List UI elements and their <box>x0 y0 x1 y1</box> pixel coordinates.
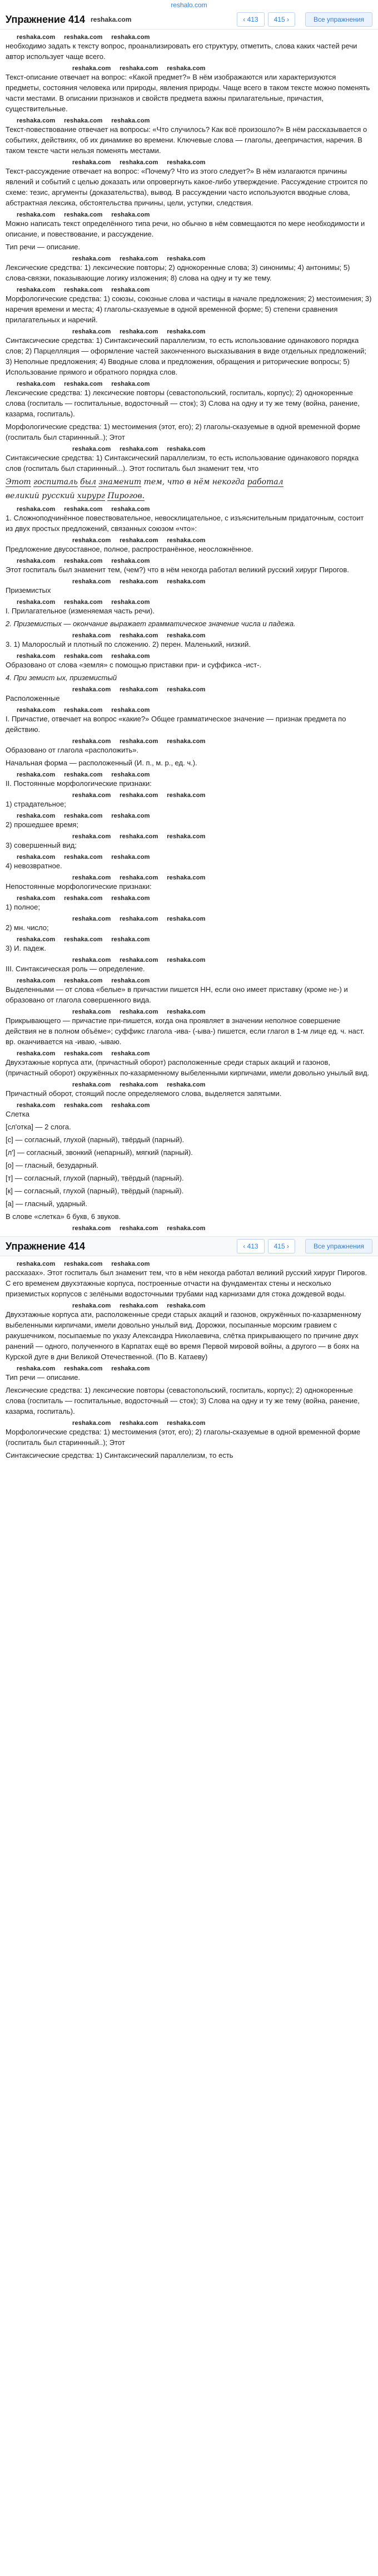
watermark: reshaka.com <box>64 854 103 861</box>
watermark: reshaka.com <box>111 34 150 41</box>
watermark: reshaka.com <box>72 446 111 453</box>
watermark: reshaka.com <box>17 653 56 660</box>
watermark: reshaka.com <box>111 117 150 124</box>
all-exercises-button[interactable]: Все упражнения <box>305 1239 372 1253</box>
paragraph: [о] — гласный, безударный. <box>6 1161 99 1169</box>
watermark-row <box>6 915 372 922</box>
paragraph: [сл'отка] — 2 слога. <box>6 1123 71 1131</box>
watermark: reshaka.com <box>120 632 158 639</box>
paragraph: Лексические средства: 1) лексические повторы (севастопольский, госпиталь, корпус); 2) однокоренные слова (госпиталь — госпитальные, водосточный — сток); 3) Слова на одну и ту же тему (война, ранение, казарма, госпиталь). <box>6 1386 360 1415</box>
paragraph: [т] — согласный, глухой (парный), твёрдый (парный). <box>6 1174 184 1182</box>
watermark-row <box>6 158 372 166</box>
paragraph: 1. Сложноподчинённое повествовательное, невосклицательное, с изъяснительным придаточным, состоит из двух простых предложений, связанных союзом «что»: <box>6 514 364 533</box>
paragraph: [к] — согласный, глухой (парный), твёрдый (парный). <box>6 1187 184 1195</box>
chevron-left-icon: ‹ <box>243 1242 246 1250</box>
watermark: reshaka.com <box>72 1420 111 1427</box>
watermark: reshaka.com <box>120 1225 158 1232</box>
watermark: reshaka.com <box>64 34 103 41</box>
scheme-word: Пирогов. <box>107 491 145 500</box>
prev-exercise-label: 413 <box>247 1242 258 1250</box>
watermark: reshaka.com <box>167 632 206 639</box>
watermark: reshaka.com <box>167 792 206 799</box>
watermark: reshaka.com <box>17 117 56 124</box>
paragraph: Синтаксические средства: 1) Синтаксический параллелизм, то есть использование одинакового порядка слов (госпиталь был стариннный...). Этот госпиталь был знаменит тем, что <box>6 454 359 473</box>
watermark: reshaka.com <box>72 916 111 922</box>
watermark-row <box>6 935 372 943</box>
watermark: reshaka.com <box>72 1302 111 1309</box>
watermark-row <box>6 598 372 606</box>
paragraph: Причастный оборот, стоящий после определяемого слова, выделяется запятыми. <box>6 1089 282 1098</box>
watermark: reshaka.com <box>64 771 103 778</box>
paragraph: В слове «слетка» 6 букв, 6 звуков. <box>6 1212 121 1221</box>
watermark: reshaka.com <box>64 599 103 606</box>
watermark: reshaka.com <box>17 813 56 819</box>
watermark: reshaka.com <box>72 738 111 745</box>
watermark: reshaka.com <box>72 328 111 335</box>
watermark: reshaka.com <box>64 558 103 564</box>
paragraph: [а] — гласный, ударный. <box>6 1199 87 1208</box>
watermark-row <box>6 812 372 819</box>
scheme-word: великий <box>6 491 39 500</box>
paragraph: 4) невозвратное. <box>6 862 62 870</box>
exercise-nav <box>233 12 372 27</box>
paragraph: I. Причастие, отвечает на вопрос «какие?» Общее грамматическое значение — признак предмета по действию. <box>6 715 346 734</box>
paragraph: Двухэтажные корпуса ати, расположенные среди старых акаций и газонов, окружённых по-казарменному выбеленными кирпичами, имели довольно унылый вид. Дорожки, посыпанные морским гравием с ракушечником, посыпаемые по указу Александра Николаевича, слётка прикрывающего по причине двух ранений — одного, полученного в Карпатах ещё во время Первой мировой войны, а другого — в боях на Курской дуге в дни Великой Отечественной. (По В. Катаеву) <box>6 1310 361 1361</box>
watermark: reshaka.com <box>111 506 150 513</box>
watermark-row <box>6 976 372 984</box>
watermark-row <box>6 254 372 262</box>
paragraph: [л'] — согласный, звонкий (непарный), мягкий (парный). <box>6 1148 193 1157</box>
paragraph: Лексические средства: 1) лексические повторы; 2) однокоренные слова; 3) синонимы; 4) антонимы; 5) слова-связки, показывающие логику изложения; 8) слова на одну и ту же тему. <box>6 263 350 282</box>
watermark-row <box>6 853 372 861</box>
watermark: reshaka.com <box>120 328 158 335</box>
watermark: reshaka.com <box>167 446 206 453</box>
page-title: Упражнение 414 <box>6 13 86 25</box>
watermark-row <box>6 380 372 387</box>
paragraph: Лексические средства: 1) лексические повторы (севастопольский, госпиталь, корпус); 2) однокоренные слова (госпиталь — госпитальные, водосточный — сток); 3) Слова на одну и ту же тему (война, ранение, казарма, госпиталь). <box>6 389 360 418</box>
watermark: reshaka.com <box>167 957 206 963</box>
scheme-word: знаменит <box>98 478 142 486</box>
watermark: reshaka.com <box>111 936 150 943</box>
scheme-word: русский <box>42 491 75 500</box>
paragraph: I. Прилагательное (изменяемая часть речи). <box>6 607 155 615</box>
sentence-scheme <box>6 491 372 502</box>
prev-exercise-button[interactable] <box>237 1239 264 1253</box>
watermark: reshaka.com <box>111 707 150 714</box>
paragraph: Синтаксические средства: 1) Синтаксический параллелизм, то есть использование одинакового порядка слов; 2) Парцелляция — оформление частей законченного высказывания в виде отдельных предложений; 3) Неполные предложения; 4) Вводные слова и предложения, обращения и риторические вопросы; 5) Использование прямого и обратного порядка слов. <box>6 336 367 376</box>
paragraph: 4. При земист ых, приземистый <box>6 674 117 682</box>
paragraph: Слетка <box>6 1110 29 1118</box>
watermark: reshaka.com <box>64 707 103 714</box>
watermark-row <box>6 116 372 124</box>
paragraph: Образовано от слова «земля» с помощью приставки при- и суффикса -ист-. <box>6 661 262 669</box>
watermark: reshaka.com <box>111 977 150 984</box>
watermark: reshaka.com <box>111 1261 150 1267</box>
watermark: reshaka.com <box>167 1225 206 1232</box>
header-brand: reshaka.com <box>91 15 132 23</box>
next-exercise-label: 415 <box>273 1242 285 1250</box>
watermark-row <box>6 1364 372 1372</box>
watermark: reshaka.com <box>17 599 56 606</box>
exercise-header <box>0 10 378 30</box>
watermark: reshaka.com <box>17 506 56 513</box>
watermark-row <box>6 1224 372 1232</box>
exercise-header-repeat <box>0 1236 378 1256</box>
watermark: reshaka.com <box>17 771 56 778</box>
watermark-row <box>6 1080 372 1088</box>
watermark-row <box>6 577 372 585</box>
watermark-row <box>6 873 372 881</box>
paragraph: 2. Приземистых — окончание выражает грамматическое значение числа и падежа. <box>6 620 296 628</box>
paragraph: 3) И. падеж. <box>6 944 46 952</box>
paragraph: Тип речи — описание. <box>6 1373 81 1382</box>
solution-content-repeat <box>0 1256 378 1461</box>
paragraph: 2) мн. число; <box>6 923 49 932</box>
scheme-word: хирург <box>77 491 105 500</box>
watermark-row <box>6 210 372 218</box>
watermark: reshaka.com <box>120 957 158 963</box>
scheme-word: в <box>186 478 191 486</box>
watermark: reshaka.com <box>72 1225 111 1232</box>
watermark: reshaka.com <box>72 255 111 262</box>
next-exercise-button[interactable] <box>268 12 295 27</box>
paragraph: рассказах». Этот госпиталь был знаменит тем, что в нём некогда работал великий русский хирург Пирогов. С его временем двухэтажные корпуса, построенные отчасти на фундаментах стены и несколько приземистых корпусов с зелёными водосточными трубами над карнизами для стока дождевой воды. <box>6 1269 367 1298</box>
watermark: reshaka.com <box>120 1009 158 1015</box>
watermark-row <box>6 652 372 660</box>
watermark: reshaka.com <box>64 653 103 660</box>
watermark-row <box>6 894 372 902</box>
watermark: reshaka.com <box>120 1302 158 1309</box>
paragraph: 1) страдательное; <box>6 800 66 808</box>
prev-exercise-label: 413 <box>247 16 258 23</box>
paragraph: Тип речи — описание. <box>6 243 81 251</box>
watermark: reshaka.com <box>72 957 111 963</box>
watermark: reshaka.com <box>167 1302 206 1309</box>
watermark: reshaka.com <box>111 1365 150 1372</box>
watermark: reshaka.com <box>167 686 206 693</box>
watermark: reshaka.com <box>120 65 158 72</box>
watermark-row <box>6 737 372 745</box>
watermark: reshaka.com <box>17 854 56 861</box>
scheme-word: работал <box>247 478 284 486</box>
watermark: reshaka.com <box>64 506 103 513</box>
watermark-row <box>6 445 372 453</box>
watermark: reshaka.com <box>64 1102 103 1109</box>
watermark: reshaka.com <box>17 558 56 564</box>
paragraph: Синтаксические средства: 1) Синтаксический параллелизм, то есть <box>6 1451 233 1459</box>
paragraph: Морфологические средства: 1) союзы, союзные слова и частицы в начале предложения; 2) местоимения; 3) наречия времени и места; 4) глаголы-сказуемые в одной временной форме; 5) степени сравнения прилагательных и наречий. <box>6 294 372 324</box>
watermark: reshaka.com <box>72 65 111 72</box>
watermark: reshaka.com <box>64 381 103 387</box>
watermark: reshaka.com <box>111 813 150 819</box>
watermark: reshaka.com <box>17 1365 56 1372</box>
watermark: reshaka.com <box>120 1420 158 1427</box>
watermark: reshaka.com <box>111 558 150 564</box>
watermark: reshaka.com <box>167 537 206 544</box>
watermark: reshaka.com <box>120 159 158 166</box>
paragraph: III. Синтаксическая роль — определение. <box>6 965 145 973</box>
watermark: reshaka.com <box>64 977 103 984</box>
page-title-repeat: Упражнение 414 <box>6 1240 86 1252</box>
watermark: reshaka.com <box>111 381 150 387</box>
watermark-row <box>6 791 372 799</box>
chevron-right-icon: › <box>286 1242 289 1250</box>
paragraph: Текст-рассуждение отвечает на вопрос: «Почему? Что из этого следует?» В нём излагаются причины явлений и событий с целью доказать или опровергнуть какое-либо утверждение. Рассуждение строится по схеме: тезис, аргументы (доказательства), вывод. В рассуждении часто используются вводные слова, абстрактная лексика, обстоятельства причины, цели, уступки, следствия. <box>6 167 368 207</box>
watermark: reshaka.com <box>167 65 206 72</box>
exercise-nav-repeat <box>233 1239 372 1253</box>
watermark: reshaka.com <box>120 738 158 745</box>
watermark: reshaka.com <box>167 1009 206 1015</box>
watermark: reshaka.com <box>17 895 56 902</box>
paragraph: Этот госпиталь был знаменит тем, (чем?) что в нём некогда работал великий русский хирург Пирогов. <box>6 566 349 574</box>
watermark: reshaka.com <box>17 936 56 943</box>
watermark: reshaka.com <box>167 1420 206 1427</box>
scheme-word: что <box>167 478 185 486</box>
paragraph: 2) прошедшее время; <box>6 820 79 829</box>
watermark: reshaka.com <box>120 916 158 922</box>
watermark-row <box>6 64 372 72</box>
paragraph: необходимо задать к тексту вопрос, проанализировать его структуру, отметить, слова каких частей речи автор использует чаще всего. <box>6 42 357 61</box>
watermark-row <box>6 33 372 41</box>
scheme-word: Этот <box>6 478 31 486</box>
watermark: reshaka.com <box>167 874 206 881</box>
watermark: reshaka.com <box>120 792 158 799</box>
watermark: reshaka.com <box>111 895 150 902</box>
paragraph: Выделенными — от слова «белые» в причастии пишется НН, если оно имеет приставку (кроме не-) и образовано от глагола совершенного вида. <box>6 985 348 1004</box>
watermark: reshaka.com <box>72 833 111 840</box>
watermark-row <box>6 1049 372 1057</box>
watermark-row <box>6 1007 372 1015</box>
scheme-word: некогда <box>212 478 245 486</box>
watermark: reshaka.com <box>64 117 103 124</box>
watermark: reshaka.com <box>120 686 158 693</box>
watermark-row <box>6 631 372 639</box>
watermark-row <box>6 1101 372 1109</box>
paragraph: Приземистых <box>6 586 51 594</box>
watermark: reshaka.com <box>120 1081 158 1088</box>
watermark-row <box>6 327 372 335</box>
watermark-row <box>6 536 372 544</box>
watermark: reshaka.com <box>17 287 56 293</box>
scheme-word: госпиталь <box>33 478 78 486</box>
watermark: reshaka.com <box>120 833 158 840</box>
watermark: reshaka.com <box>17 381 56 387</box>
watermark: reshaka.com <box>72 874 111 881</box>
watermark: reshaka.com <box>111 1102 150 1109</box>
paragraph: 1) полное; <box>6 903 40 911</box>
watermark: reshaka.com <box>64 287 103 293</box>
watermark: reshaka.com <box>167 159 206 166</box>
watermark: reshaka.com <box>72 792 111 799</box>
chevron-right-icon: › <box>286 16 289 23</box>
scheme-word: тем, <box>143 478 165 486</box>
site-brand[interactable]: reshalo.com <box>171 1 207 9</box>
watermark: reshaka.com <box>167 738 206 745</box>
sentence-scheme <box>6 477 372 488</box>
watermark: reshaka.com <box>167 1081 206 1088</box>
paragraph: Образовано от глагола «расположить». <box>6 746 139 754</box>
chevron-left-icon: ‹ <box>243 16 246 23</box>
paragraph: 3. 1) Малорослый и плотный по сложению. 2) перен. Маленький, низкий. <box>6 640 251 648</box>
paragraph: 3) совершенный вид; <box>6 841 77 849</box>
solution-content <box>0 30 378 1232</box>
paragraph: Морфологические средства: 1) местоимения (этот, его); 2) глаголы-сказуемые в одной временной форме (госпиталь был стариннный..); Этот <box>6 1428 361 1447</box>
watermark: reshaka.com <box>64 1050 103 1057</box>
paragraph: Расположенные <box>6 694 60 702</box>
paragraph: Текст-описание отвечает на вопрос: «Какой предмет?» В нём изображаются или характеризуются предметы, состояния человека или природы, явления природы. Чаще всего в таком тексте можно поменять части местами. В описании признаков и свойств предмета важны прилагательные, причастия, существительные. <box>6 73 370 113</box>
watermark: reshaka.com <box>72 159 111 166</box>
watermark: reshaka.com <box>111 771 150 778</box>
watermark: reshaka.com <box>17 212 56 218</box>
watermark: reshaka.com <box>72 1081 111 1088</box>
watermark: reshaka.com <box>167 578 206 585</box>
watermark: reshaka.com <box>72 537 111 544</box>
watermark: reshaka.com <box>64 212 103 218</box>
watermark-row <box>6 956 372 963</box>
watermark-row <box>6 1260 372 1267</box>
watermark: reshaka.com <box>72 686 111 693</box>
watermark: reshaka.com <box>64 1261 103 1267</box>
prev-exercise-button[interactable] <box>237 12 264 27</box>
watermark: reshaka.com <box>111 212 150 218</box>
watermark-row <box>6 685 372 693</box>
paragraph: [с] — согласный, глухой (парный), твёрдый (парный). <box>6 1135 185 1144</box>
watermark: reshaka.com <box>111 653 150 660</box>
paragraph: Морфологические средства: 1) местоимения (этот, его); 2) глаголы-сказуемые в одной временной форме (госпиталь был стариннный..); Этот <box>6 422 361 441</box>
paragraph: II. Постоянные морфологические признаки: <box>6 779 152 788</box>
watermark-row <box>6 557 372 564</box>
paragraph: Можно написать текст определённого типа речи, но обычно в нём совмещаются по мере необходимости и описание, и повествование, и рассуждение. <box>6 219 365 238</box>
next-exercise-label: 415 <box>273 16 285 23</box>
watermark: reshaka.com <box>167 916 206 922</box>
paragraph: Непостоянные морфологические признаки: <box>6 882 152 891</box>
watermark: reshaka.com <box>64 813 103 819</box>
watermark: reshaka.com <box>17 34 56 41</box>
watermark-row <box>6 770 372 778</box>
watermark: reshaka.com <box>120 578 158 585</box>
watermark: reshaka.com <box>64 936 103 943</box>
watermark: reshaka.com <box>17 1102 56 1109</box>
watermark: reshaka.com <box>17 1261 56 1267</box>
watermark-row <box>6 1301 372 1309</box>
watermark: reshaka.com <box>120 874 158 881</box>
watermark: reshaka.com <box>64 1365 103 1372</box>
watermark-row <box>6 286 372 293</box>
watermark: reshaka.com <box>72 578 111 585</box>
watermark: reshaka.com <box>17 707 56 714</box>
watermark: reshaka.com <box>17 1050 56 1057</box>
paragraph: Двухэтажные корпуса ати, (причастный оборот) расположенные среди старых акаций и газонов, (причастный оборот) окружённых по-казарменному выбеленными кирпичами, имели довольно унылый вид. <box>6 1058 370 1077</box>
paragraph: Текст-повествование отвечает на вопросы: «Что случилось? Как всё произошло?» В нём рассказывается о событиях, действиях, об их динамике во времени. Ключевые слова — глаголы, деепричастия, наречия. В таком тексте части нельзя поменять местами. <box>6 125 367 155</box>
watermark: reshaka.com <box>120 255 158 262</box>
scheme-word: был <box>80 478 97 486</box>
watermark: reshaka.com <box>72 632 111 639</box>
all-exercises-button[interactable]: Все упражнения <box>305 12 372 27</box>
watermark: reshaka.com <box>111 599 150 606</box>
watermark: reshaka.com <box>72 1009 111 1015</box>
watermark: reshaka.com <box>111 1050 150 1057</box>
watermark-row <box>6 832 372 840</box>
next-exercise-button[interactable] <box>268 1239 295 1253</box>
watermark: reshaka.com <box>167 328 206 335</box>
watermark: reshaka.com <box>120 537 158 544</box>
paragraph: Начальная форма — расположенный (И. п., м. р., ед. ч.). <box>6 759 197 767</box>
watermark: reshaka.com <box>167 833 206 840</box>
watermark-row <box>6 1419 372 1427</box>
watermark: reshaka.com <box>167 255 206 262</box>
watermark: reshaka.com <box>111 287 150 293</box>
paragraph: Предложение двусоставное, полное, распространённое, неосложнённое. <box>6 545 253 553</box>
watermark: reshaka.com <box>111 854 150 861</box>
watermark: reshaka.com <box>120 446 158 453</box>
scheme-word: нём <box>193 478 210 486</box>
paragraph: Прикрывающего — причастие при-пишется, когда она проявляет в значении неполное совершение действия не в полном объёме»; суффикс глагола -ива- (-ыва-) пишется, если глагол в 1-м лице ед. ч. наст. вр. оканчивается на -иваю, -ываю. <box>6 1016 365 1046</box>
watermark: reshaka.com <box>17 977 56 984</box>
watermark-row <box>6 706 372 714</box>
watermark: reshaka.com <box>64 895 103 902</box>
watermark-row <box>6 505 372 513</box>
